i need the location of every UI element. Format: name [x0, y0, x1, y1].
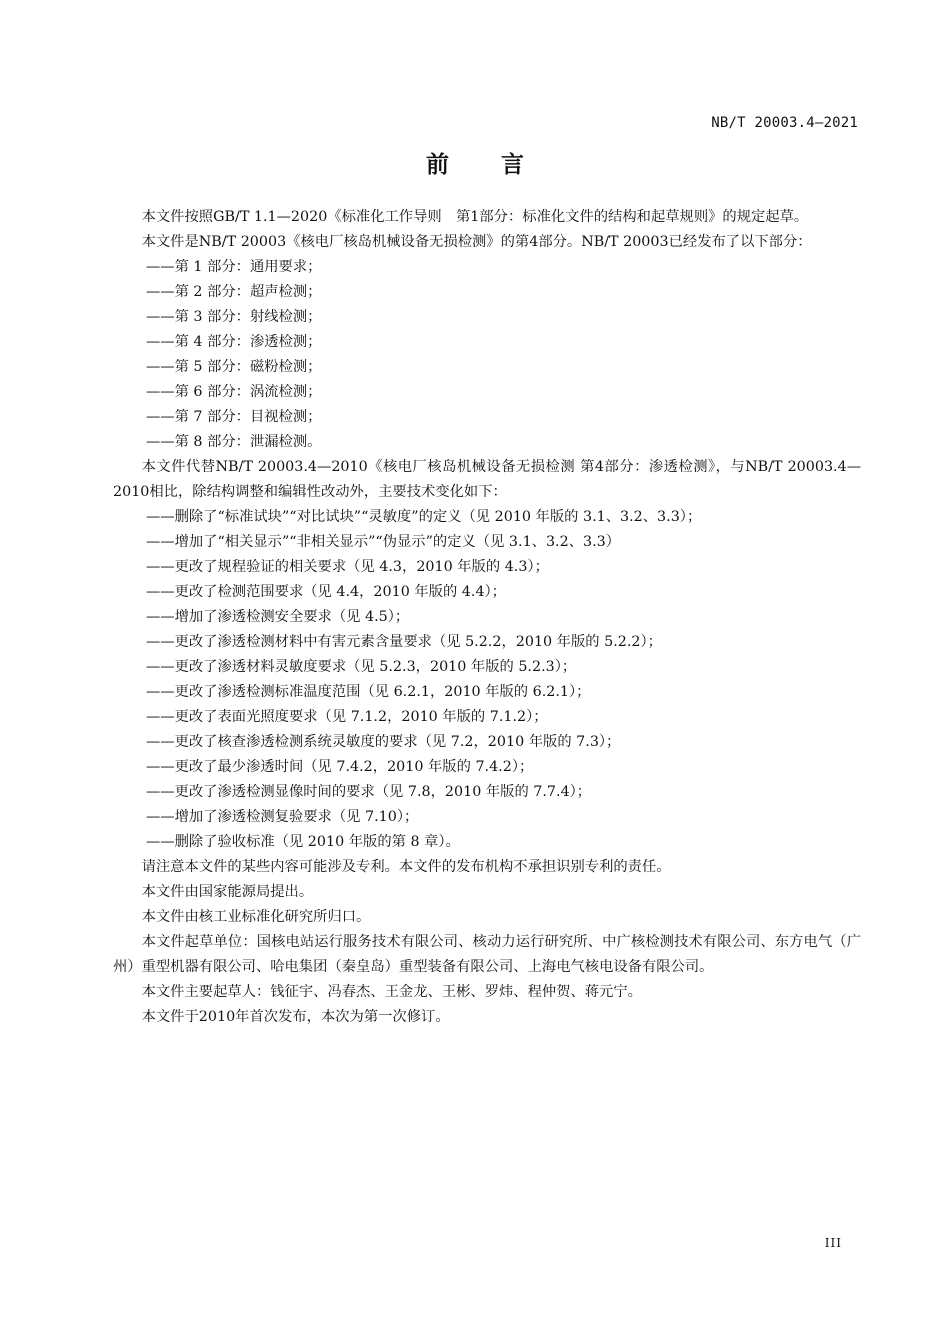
list-item: ——更改了核查渗透检测系统灵敏度的要求（见 7.2，2010 年版的 7.3）；	[146, 734, 621, 750]
list-item: ——更改了渗透检测材料中有害元素含量要求（见 5.2.2，2010 年版的 5.2.2）；	[146, 634, 662, 650]
page-number: III	[824, 1236, 842, 1250]
list-item: ——第 1 部分：通用要求；	[146, 259, 322, 275]
paragraph-series-intro: 本文件是NB/T 20003《核电厂核岛机械设备无损检测》的第4部分。NB/T 20003已经发布了以下部分：	[141, 234, 812, 250]
list-item: ——更改了检测范围要求（见 4.4，2010 年版的 4.4）；	[146, 584, 506, 600]
list-item: ——增加了渗透检测复验要求（见 7.10）；	[146, 809, 419, 825]
changes-list	[113, 505, 861, 855]
list-item: ——更改了最少渗透时间（见 7.4.2，2010 年版的 7.4.2）；	[146, 759, 534, 775]
paragraph-revision-history: 本文件于2010年首次发布，本次为第一次修订。	[141, 1009, 450, 1025]
list-item: ——第 8 部分：泄漏检测。	[146, 434, 322, 450]
page-title: 前言	[426, 152, 576, 178]
list-item: ——更改了表面光照度要求（见 7.1.2，2010 年版的 7.1.2）；	[146, 709, 548, 725]
list-item: ——更改了渗透材料灵敏度要求（见 5.2.3，2010 年版的 5.2.3）；	[146, 659, 577, 675]
list-item: ——更改了规程验证的相关要求（见 4.3，2010 年版的 4.3）；	[146, 559, 549, 575]
list-item: ——删除了验收标准（见 2010 年版的第 8 章）。	[146, 834, 460, 850]
paragraph-proposer: 本文件由国家能源局提出。	[141, 884, 314, 900]
document-code: NB/T 20003.4—2021	[711, 115, 858, 131]
list-item: ——更改了渗透检测显像时间的要求（见 7.8，2010 年版的 7.7.4）；	[146, 784, 592, 800]
paragraph-patent-notice: 请注意本文件的某些内容可能涉及专利。本文件的发布机构不承担识别专利的责任。	[141, 859, 671, 875]
list-item: ——增加了渗透检测安全要求（见 4.5）；	[146, 609, 410, 625]
list-item: ——第 6 部分：涡流检测；	[146, 384, 322, 400]
paragraph-drafting-units: 本文件起草单位：国核电站运行服务技术有限公司、核动力运行研究所、中广核检测技术有限公司、东方电气（广州）重型机器有限公司、哈电集团（秦皇岛）重型装备有限公司、上海电气核电设备有限公司。	[113, 934, 861, 975]
list-item: ——第 2 部分：超声检测；	[146, 284, 322, 300]
paragraph-administrator: 本文件由核工业标准化研究所归口。	[141, 909, 371, 925]
parts-list	[113, 255, 861, 455]
list-item: ——第 3 部分：射线检测；	[146, 309, 322, 325]
paragraph-drafting-basis: 本文件按照GB/T 1.1—2020《标准化工作导则 第1部分：标准化文件的结构和起草规则》的规定起草。	[141, 209, 809, 225]
list-item: ——第 4 部分：渗透检测；	[146, 334, 322, 350]
list-item: ——增加了“相关显示”“非相关显示”“伪显示”的定义（见 3.1、3.2、3.3）	[146, 534, 621, 550]
list-item: ——第 5 部分：磁粉检测；	[146, 359, 322, 375]
list-item: ——更改了渗透检测标准温度范围（见 6.2.1，2010 年版的 6.2.1）；	[146, 684, 591, 700]
list-item: ——删除了“标准试块”“对比试块”“灵敏度”的定义（见 2010 年版的 3.1、3.2、3.3）；	[146, 509, 702, 525]
paragraph-drafters: 本文件主要起草人：钱征宇、冯春杰、王金龙、王彬、罗炜、程仲贺、蒋元宁。	[141, 984, 642, 1000]
document-body	[113, 205, 861, 1030]
paragraph-replacement: 本文件代替NB/T 20003.4—2010《核电厂核岛机械设备无损检测 第4部分：渗透检测》，与NB/T 20003.4—2010相比，除结构调整和编辑性改动外，主要技术变化如下：	[113, 459, 861, 500]
list-item: ——第 7 部分：目视检测；	[146, 409, 322, 425]
